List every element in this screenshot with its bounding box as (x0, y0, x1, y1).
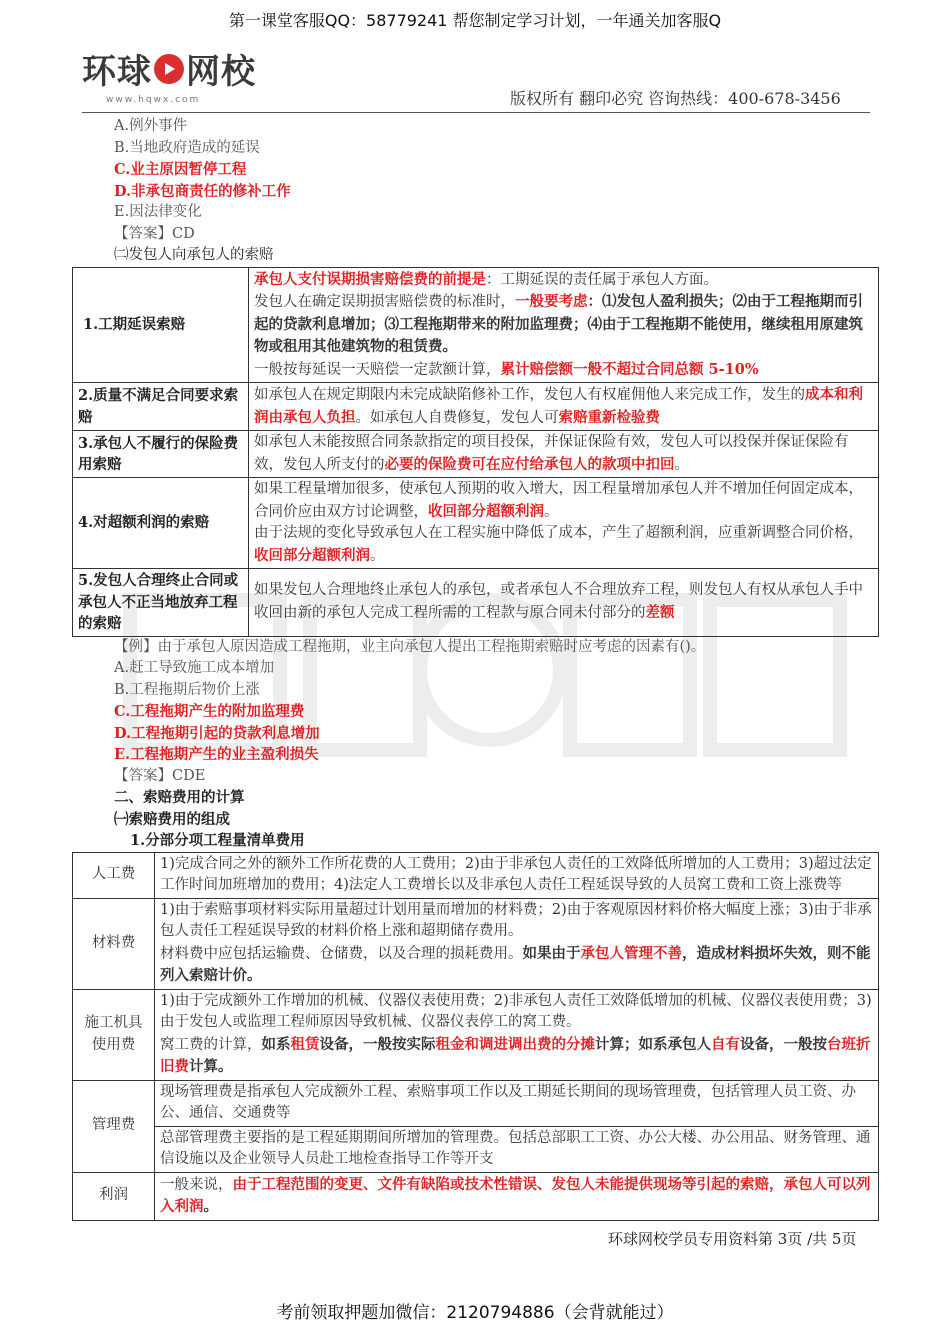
material-if: 如果由于 (522, 944, 581, 962)
question2-stem: 【例】由于承包人原因造成工程拖期，业主向承包人提出工程拖期索赔时应考虑的因素有()。 (114, 638, 706, 655)
insurance-claim-text: 如承包人未能按照合同条款指定的项目投保，并保证保险有效，发包人可以投保并保证保险有效，发包人所支付的 (254, 434, 849, 473)
delay-claim-premise: 承包人支付误期损害赔偿费的前提是 (254, 270, 486, 288)
quality-claim-red1: 成本和利润由承包人负担 (254, 386, 863, 426)
question1-option: C.业主原因暂停工程 (114, 161, 247, 178)
bottom-notice: 考前领取押题加微信：2120794886（会背就能过） (276, 1303, 674, 1323)
row-head-excess-profit-claim: 4.对超额利润的索赔 (73, 478, 249, 569)
page-number: 环球网校学员专用资料第 3页 /共 5页 (608, 1230, 857, 1248)
row-body-machine (155, 989, 879, 1080)
header-divider (82, 112, 870, 113)
table-row (73, 478, 879, 569)
row-body-site-management: 现场管理费是指承包人完成额外工程、索赔事项工作以及工期延长期间的现场管理费，包括管理人员工资、办公、通信、交通费等 (155, 1080, 879, 1126)
table-row (73, 267, 879, 383)
delay-claim-consider: 一般要考虑 (515, 293, 588, 310)
question1-option: D.非承包商责任的修补工作 (114, 182, 291, 200)
table-row (73, 989, 879, 1080)
table-row (73, 1126, 879, 1172)
copyright-hotline: 版权所有 翻印必究 咨询热线：400-678-3456 (510, 89, 841, 108)
question1-option: E.因法律变化 (114, 204, 202, 220)
machine-red3: 自有 (711, 1035, 740, 1053)
question2-option: E.工程拖期产生的业主盈利损失 (114, 746, 319, 763)
excess-profit-end1: 。 (544, 503, 559, 520)
termination-claim-red: 差额 (645, 603, 675, 621)
table-row (73, 569, 879, 637)
section-cost-composition: ㈠索赔费用的组成 (114, 810, 230, 828)
question2-option: B.工程拖期后物价上涨 (114, 681, 260, 698)
profit-end: 。 (203, 1198, 218, 1215)
machine-text1: 1)由于完成额外工作增加的机械、仪器仪表使用费；2)非承包人责任工效降低增加的机械、仪器仪表使用费；3)由于发包人或监理工程师原因导致机械、仪器仪表停工的窝工费。 (160, 992, 872, 1030)
question2-options (72, 658, 878, 766)
quality-claim-red2: 索赔重新检验费 (558, 408, 660, 426)
excess-profit-text1: 如果工程量增加很多，使承包人预期的收入增大，因工程量增加承包人并不增加任何固定成本，合同价应由双方讨论调整， (254, 481, 863, 520)
quality-claim-text: 如承包人在规定期限内未完成缺陷修补工作，发包人有权雇佣他人来完成工作，发生的 (254, 387, 805, 403)
machine-red4: 台班折旧费 (160, 1035, 871, 1075)
play-icon (154, 54, 184, 84)
row-head-material: 材料费 (73, 898, 155, 989)
table-row (73, 383, 879, 431)
machine-f: 计算。 (189, 1058, 233, 1075)
page-content (72, 116, 878, 1221)
delay-claim-premise-rest: ：工期延误的责任属于承包人方面。 (486, 271, 718, 288)
quality-claim-text2: 。如承包人自费修复，发包人可 (355, 409, 559, 426)
section-bill-items: 1.分部分项工程量清单费用 (130, 832, 305, 849)
logo-text-left: 环球 (82, 52, 152, 92)
material-red: 承包人管理不善 (580, 944, 682, 962)
delay-claim-limit: 累计赔偿额一般不超过合同总额 5-10% (500, 360, 759, 378)
profit-text: 一般来说， (160, 1176, 233, 1193)
table-row (73, 852, 879, 898)
insurance-claim-red: 必要的保险费可在应付给承包人的款项中扣回 (384, 455, 675, 473)
claim-cost-table (72, 852, 879, 1221)
logo (82, 44, 256, 105)
row-head-delay-claim: 1.工期延误索赔 (73, 267, 249, 383)
row-body-hq-management: 总部管理费主要指的是工程延期期间所增加的管理费。包括总部职工工资、办公大楼、办公用品、财务管理、通信设施以及企业领导人员赴工地检查指导工作等开支 (155, 1126, 879, 1172)
material-text1: 1)由于索赔事项材料实际用量超过计划用量而增加的材料费；2)由于客观原因材料价格大幅度上涨；3)由于非承包人责任工程延误导致的材料价格上涨和超期储存费用。 (160, 901, 872, 939)
delay-claim-calc: 一般按每延误一天赔偿一定款额计算， (254, 361, 501, 378)
delay-claim-factors: ：⑴发包人盈利损失；⑵由于工程拖期而引起的贷款利息增加；⑶工程拖期带来的附加监理费；⑷由于工程拖期不能使用，继续租用原建筑物或租用其他建筑物的租赁费。 (254, 293, 863, 355)
excess-profit-text2: 由于法规的变化导致承包人在工程实施中降低了成本，产生了超额利润，应重新调整合同价格， (254, 525, 863, 541)
table-row (73, 898, 879, 989)
row-head-quality-claim: 2.质量不满足合同要求索赔 (73, 383, 249, 431)
table-row (73, 431, 879, 478)
logo-text-right: 网校 (186, 52, 256, 92)
question1-option: A.例外事件 (114, 118, 188, 134)
row-head-machine: 施工机具使用费 (73, 989, 155, 1080)
row-body-profit (155, 1172, 879, 1220)
owner-claims-table (72, 267, 879, 637)
machine-d: 计算；如系承包人 (595, 1035, 711, 1053)
question1-option: B.当地政府造成的延误 (114, 139, 260, 156)
row-head-labor: 人工费 (73, 852, 155, 898)
machine-red1: 租赁 (290, 1035, 320, 1053)
question2-option: A.赶工导致施工成本增加 (114, 660, 275, 676)
logo-url: www.hqwx.com (106, 95, 201, 105)
question2-option: C.工程拖期产生的附加监理费 (114, 703, 305, 720)
table-row (73, 1080, 879, 1126)
excess-profit-red1: 收回部分超额利润 (428, 502, 544, 520)
machine-c: 设备，一般按实际 (319, 1035, 436, 1053)
row-head-termination-claim: 5.发包人合理终止合同或承包人不正当地放弃工程的索赔 (73, 569, 249, 637)
question2-answer: 【答案】CDE (114, 767, 206, 784)
excess-profit-end2: 。 (370, 547, 385, 564)
row-head-insurance-claim: 3.承包人不履行的保险费用索赔 (73, 431, 249, 478)
section-cost-calc-title: 二、索赔费用的计算 (114, 789, 245, 806)
delay-claim-standard: 发包人在确定误期损害赔偿费的标准时， (254, 294, 515, 310)
material-end: ，造成材料损坏失效，则不能列入索赔计价。 (160, 944, 871, 984)
row-body-quality-claim (249, 383, 879, 431)
row-body-labor: 1)完成合同之外的额外工作所花费的人工费用；2)由于非承包人责任的工效降低所增加的人工费用；3)超过法定工作时间加班增加的费用；4)法定人工费增长以及非承包人责任工程延误导致的人员窝工费和工资上涨费等 (155, 852, 879, 898)
question2-option: D.工程拖期引起的贷款利息增加 (114, 724, 320, 742)
row-body-material (155, 898, 879, 989)
machine-e: 设备，一般按 (740, 1035, 827, 1053)
row-body-delay-claim (249, 267, 879, 383)
question1-answer: 【答案】CD (114, 225, 195, 242)
insurance-claim-end: 。 (674, 456, 689, 473)
section-owner-claims-title: ㈡发包人向承包人的索赔 (114, 247, 274, 263)
question1-options (72, 116, 878, 224)
machine-b: 如系 (261, 1035, 291, 1053)
material-text2: 材料费中应包括运输费、仓储费，以及合理的损耗费用。 (160, 945, 523, 962)
row-body-termination-claim (249, 569, 879, 637)
termination-claim-text: 如果发包人合理地终止承包人的承包，或者承包人不合理放弃工程，则发包人有权从承包人手中收回由新的承包人完成工程所需的工程款与原合同未付部分的 (254, 582, 863, 621)
excess-profit-red2: 收回部分超额利润 (254, 546, 370, 564)
row-body-excess-profit-claim (249, 478, 879, 569)
top-notice: 第一课堂客服QQ：58779241 帮您制定学习计划，一年通关加客服Q (228, 11, 722, 30)
row-head-management: 管理费 (73, 1080, 155, 1172)
row-head-profit: 利润 (73, 1172, 155, 1220)
machine-text2: 窝工费的计算， (160, 1036, 262, 1053)
machine-red2: 租金和调进调出费的分摊 (435, 1035, 595, 1053)
table-row (73, 1172, 879, 1220)
profit-red: 由于工程范围的变更、文件有缺陷或技术性错误、发包人未能提供现场等引起的索赔，承包人可以列入利润 (160, 1175, 871, 1215)
row-body-insurance-claim (249, 431, 879, 478)
